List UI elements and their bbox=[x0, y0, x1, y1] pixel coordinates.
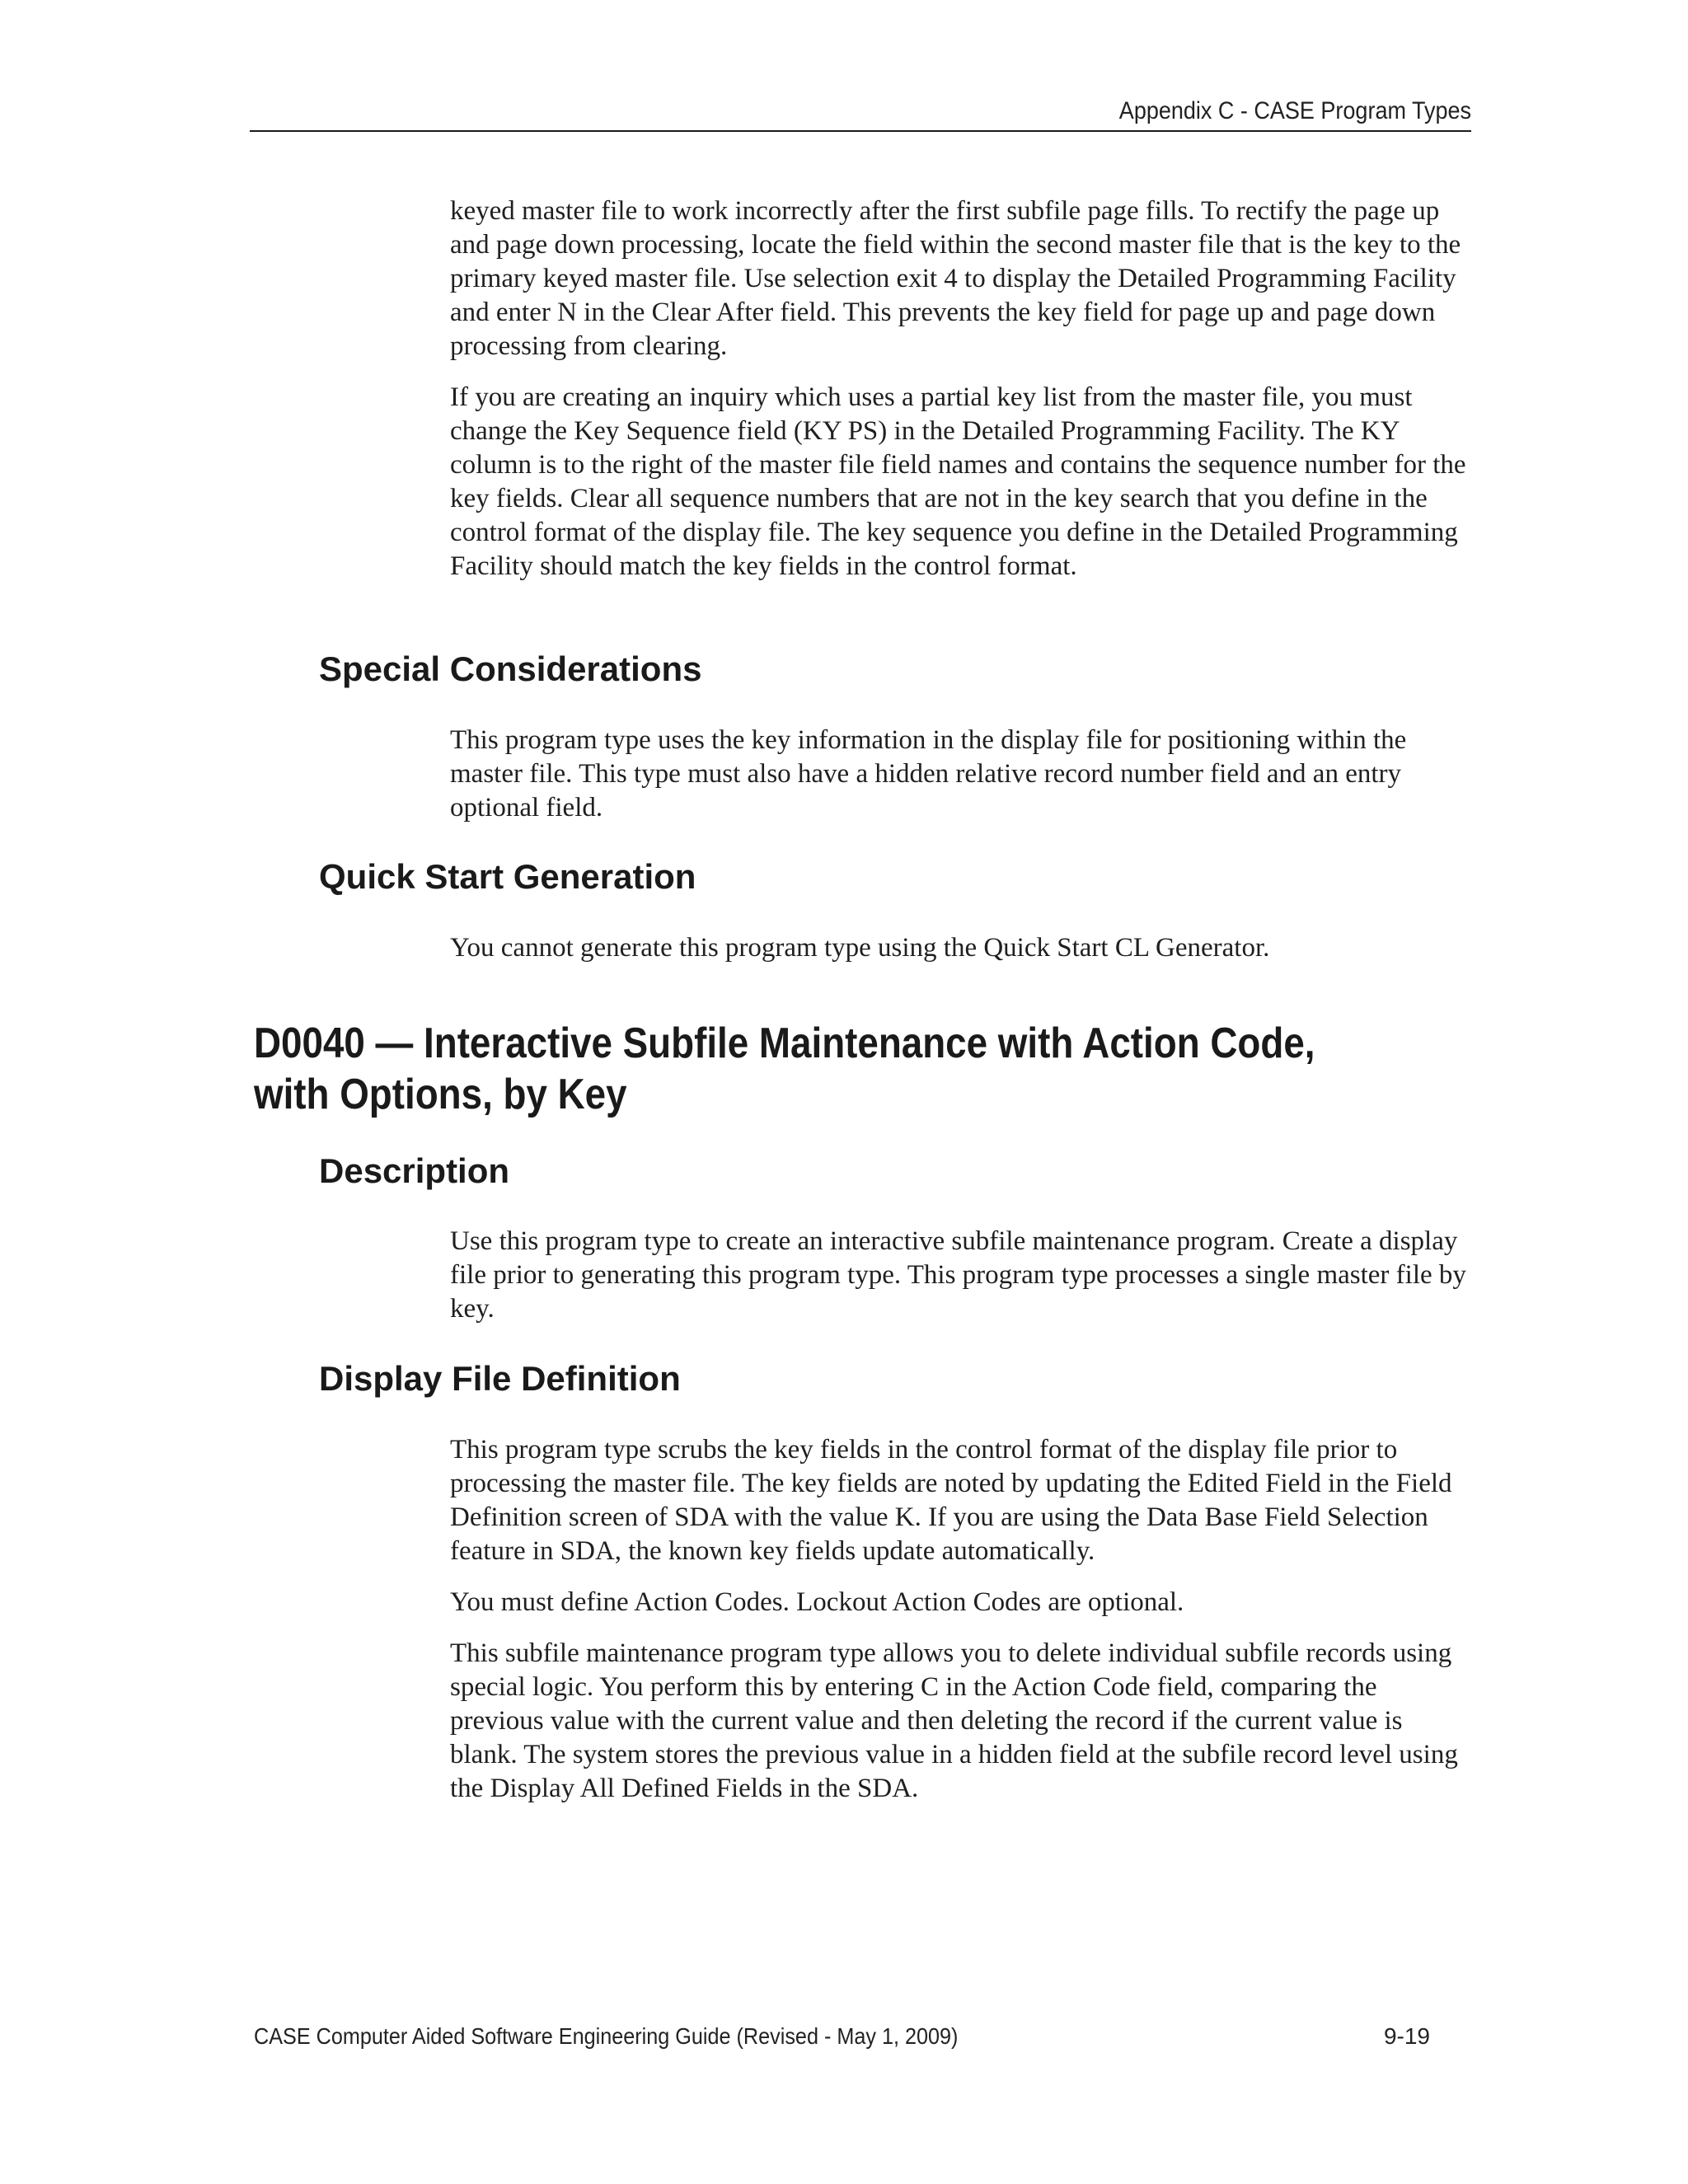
display-file-paragraph-1: This program type scrubs the key fields in the control format of the display file prior to processing the master file. The key fields are noted by updating the Edited Field in the Field Definition screen of SDA with the value K. If you are using the Data Base Field Selection feature in SDA, the known key fields update automatically. bbox=[450, 1435, 1452, 1566]
display-file-paragraph-2: You must define Action Codes. Lockout Action Codes are optional. bbox=[450, 1587, 1184, 1617]
intro-section bbox=[450, 194, 1472, 583]
special-considerations-section bbox=[450, 724, 1472, 825]
header-rule bbox=[250, 130, 1471, 132]
quick-start-section bbox=[450, 931, 1472, 965]
heading-description: Description bbox=[319, 1151, 510, 1190]
display-file-paragraph-3: This subfile maintenance program type allows you to delete individual subfile records using special logic. You perform this by entering C in the Action Code field, comparing the previous value with the current value and then deleting the record if the current value is blank. The system stores the previous value in a hidden field at the subfile record level using the Display All Defined Fields in the SDA. bbox=[450, 1638, 1458, 1803]
description-section bbox=[450, 1225, 1472, 1326]
heading-display-file-definition: Display File Definition bbox=[319, 1359, 681, 1398]
display-file-section bbox=[450, 1433, 1472, 1806]
heading-quick-start-generation: Quick Start Generation bbox=[319, 857, 696, 896]
footer-guide-title: CASE Computer Aided Software Engineering Guide (Revised - May 1, 2009) bbox=[254, 2023, 959, 2049]
intro-paragraph-1: keyed master file to work incorrectly after the first subfile page fills. To rectify the page up and page down processing, locate the field within the second master file that is the key to the primary keyed master file. Use selection exit 4 to display the Detailed Programming Facility and enter N in the Clear After field. This prevents the key field for page up and page down processing from clearing. bbox=[450, 196, 1461, 361]
footer-page-number: 9-19 bbox=[1383, 2023, 1430, 2049]
description-paragraph: Use this program type to create an interactive subfile maintenance program. Create a display file prior to generating this program type. This program type processes a single master file by key. bbox=[450, 1226, 1466, 1324]
heading-special-considerations: Special Considerations bbox=[319, 649, 702, 688]
special-considerations-paragraph: This program type uses the key information in the display file for positioning within the master file. This type must also have a hidden relative record number field and an entry optional field. bbox=[450, 725, 1407, 823]
running-header: Appendix C - CASE Program Types bbox=[1118, 97, 1471, 124]
quick-start-paragraph: You cannot generate this program type using the Quick Start CL Generator. bbox=[450, 933, 1270, 963]
intro-paragraph-2: If you are creating an inquiry which uses a partial key list from the master file, you must change the Key Sequence field (KY PS) in the Detailed Programming Facility. The KY column is to the right of the master file field names and contains the sequence number for the key fields. Clear all sequence numbers that are not in the key search that you define in the control format of the display file. The key sequence you define in the Detailed Programming Facility should match the key fields in the control format. bbox=[450, 382, 1466, 581]
section-title-d0040: D0040 — Interactive Subfile Maintenance with Action Code, with Options, by Key bbox=[254, 1019, 1315, 1118]
